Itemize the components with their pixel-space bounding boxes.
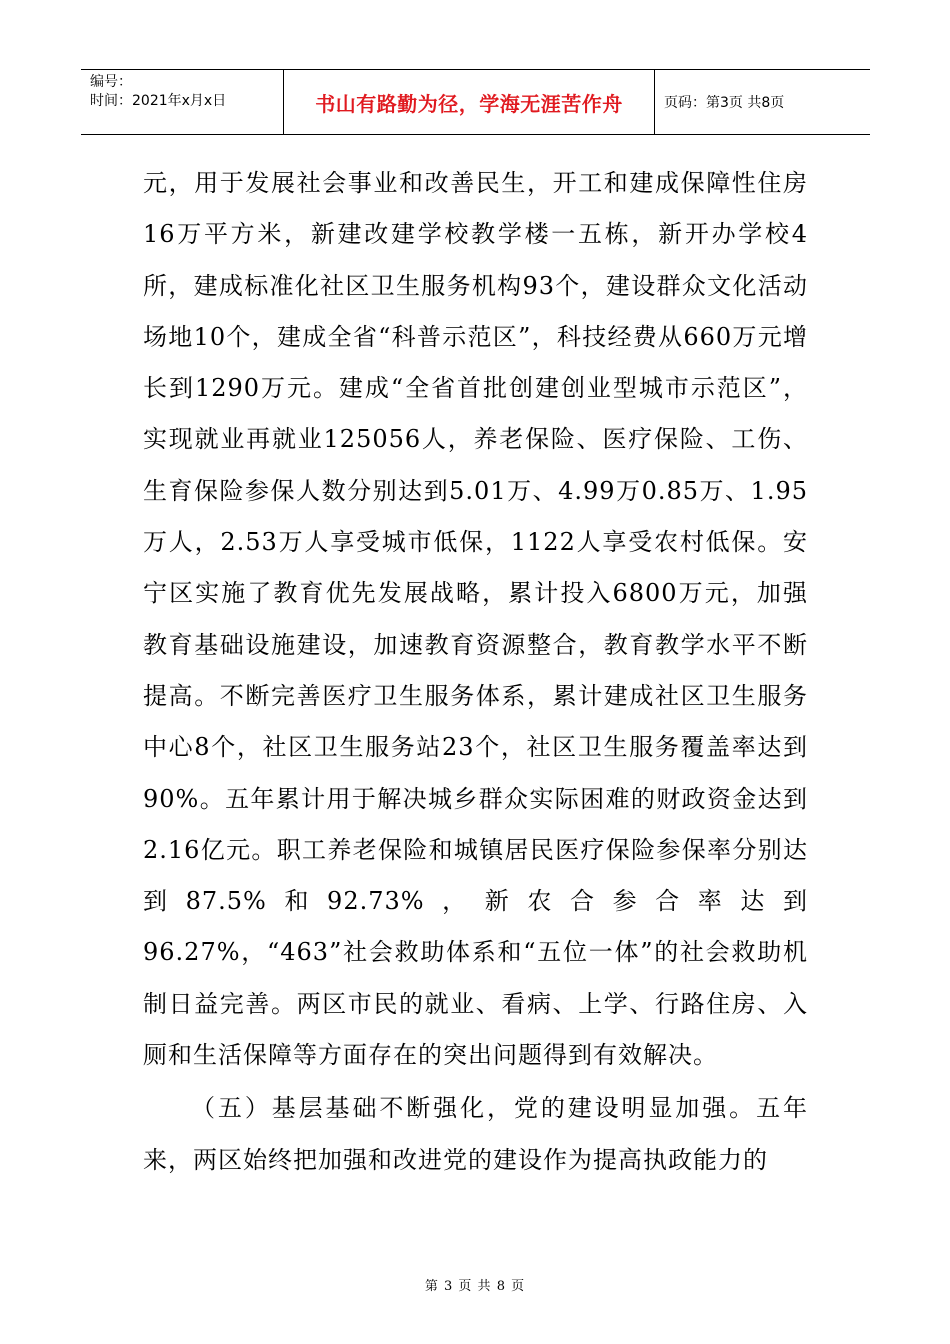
- serial-number-label: 编号：: [90, 74, 132, 90]
- body-paragraph: （五）基层基础不断强化，党的建设明显加强。五年来，两区始终把加强和改进党的建设作为提高执政能力的: [143, 1094, 808, 1174]
- header-page-info-cell: [655, 70, 870, 134]
- time-label: 时间：2021年x月x日: [90, 93, 227, 109]
- page-header: [81, 69, 870, 135]
- body-paragraph: 元，用于发展社会事业和改善民生，开工和建成保障性住房16万平方米，新建改建学校教学楼一五栋，新开办学校4所，建成标准化社区卫生服务机构93个，建设群众文化活动场地10个，建成全省“科普示范区”，科技经费从660万元增长到1290万元。建成“全省首批创建创业型城市示范区”，实现就业再就业125056人，养老保险、医疗保险、工伤、生育保险参保人数分别达到5.01万、4.99万0.85万、1.95万人，2.53万人享受城市低保，1122人享受农村低保。安宁区实施了教育优先发展战略，累计投入6800万元，加强教育基础设施建设，加速教育资源整合，教育教学水平不断提高。不断完善医疗卫生服务体系，累计建成社区卫生服务中心8个，社区卫生服务站23个，社区卫生服务覆盖率达到90%。五年累计用于解决城乡群众实际困难的财政资金达到2.16亿元。职工养老保险和城镇居民医疗保险参保率分别达到87.5%和92.73%，新农合参合率达到96.27%，“463”社会救助体系和“五位一体”的社会救助机制日益完善。两区市民的就业、看病、上学、行路住房、入厕和生活保障等方面存在的突出问题得到有效解决。: [143, 169, 808, 1070]
- header-page-info: 页码：第3页 共8页: [664, 95, 785, 111]
- document-body: [143, 158, 808, 1186]
- header-motto: 书山有路勤为径，学海无涯苦作舟: [315, 91, 623, 116]
- page-footer: 第 3 页 共 8 页: [424, 1279, 526, 1294]
- header-meta: [81, 70, 284, 134]
- header-motto-cell: [284, 70, 655, 134]
